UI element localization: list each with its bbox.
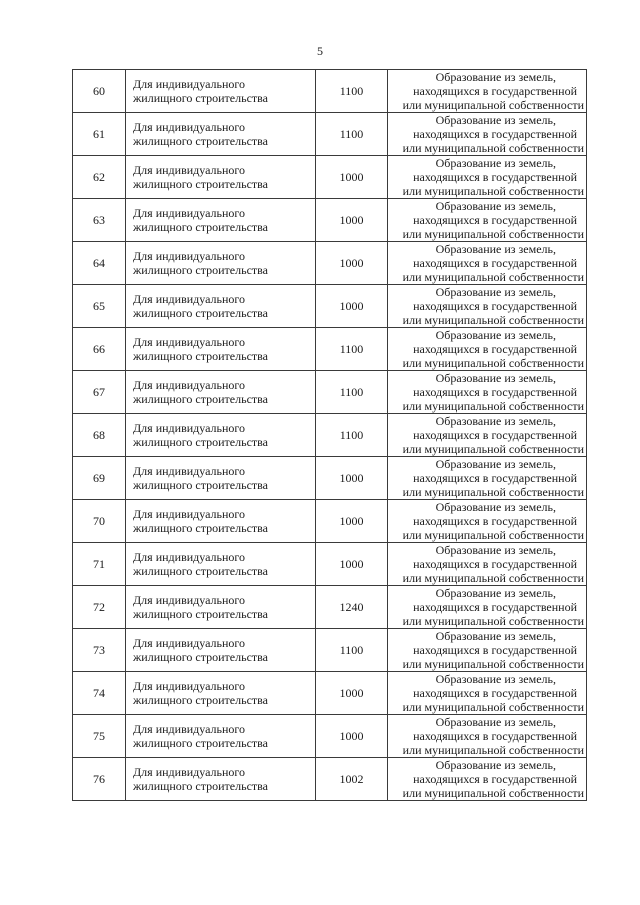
permitted-use-cell: [126, 543, 316, 586]
permitted-use-line: жилищного строительства: [133, 650, 268, 664]
page-number: 5: [317, 44, 323, 58]
permitted-use-line: Для индивидуального: [133, 378, 246, 392]
permitted-use-cell: [126, 199, 316, 242]
permitted-use-line: жилищного строительства: [133, 263, 268, 277]
formation-method-line: Образование из земель,: [435, 672, 556, 686]
permitted-use-line: жилищного строительства: [133, 521, 268, 535]
formation-method-line: или муниципальной собственности: [402, 786, 584, 800]
formation-method-line: Образование из земель,: [435, 543, 556, 557]
table-row: [73, 113, 587, 156]
permitted-use-line: жилищного строительства: [133, 177, 268, 191]
row-number-cell: 67: [73, 371, 126, 414]
table-row: [73, 543, 587, 586]
permitted-use-cell: [126, 328, 316, 371]
permitted-use-cell: [126, 629, 316, 672]
area-cell: 1000: [316, 543, 388, 586]
formation-method-line: находящихся в государственной: [413, 428, 577, 442]
permitted-use-line: Для индивидуального: [133, 77, 246, 91]
formation-method-line: Образование из земель,: [435, 629, 556, 643]
formation-method-cell: [388, 70, 587, 113]
permitted-use-line: Для индивидуального: [133, 421, 246, 435]
formation-method-cell: [388, 414, 587, 457]
permitted-use-line: жилищного строительства: [133, 564, 268, 578]
formation-method-cell: [388, 672, 587, 715]
permitted-use-line: Для индивидуального: [133, 765, 246, 779]
table-row: [73, 758, 587, 801]
row-number-cell: 66: [73, 328, 126, 371]
area-cell: 1000: [316, 672, 388, 715]
formation-method-line: находящихся в государственной: [413, 729, 577, 743]
formation-method-line: или муниципальной собственности: [402, 270, 584, 284]
formation-method-cell: [388, 242, 587, 285]
formation-method-line: Образование из земель,: [435, 285, 556, 299]
formation-method-line: находящихся в государственной: [413, 256, 577, 270]
table-row: [73, 715, 587, 758]
formation-method-line: Образование из земель,: [435, 414, 556, 428]
permitted-use-cell: [126, 414, 316, 457]
area-cell: 1100: [316, 371, 388, 414]
table-body: [73, 70, 587, 801]
formation-method-cell: [388, 500, 587, 543]
formation-method-line: находящихся в государственной: [413, 299, 577, 313]
area-cell: 1002: [316, 758, 388, 801]
formation-method-line: Образование из земель,: [435, 586, 556, 600]
formation-method-line: Образование из земель,: [435, 199, 556, 213]
row-number-cell: 72: [73, 586, 126, 629]
formation-method-cell: [388, 629, 587, 672]
permitted-use-line: жилищного строительства: [133, 220, 268, 234]
permitted-use-cell: [126, 371, 316, 414]
formation-method-line: находящихся в государственной: [413, 643, 577, 657]
formation-method-line: или муниципальной собственности: [402, 442, 584, 456]
area-cell: 1000: [316, 199, 388, 242]
permitted-use-cell: [126, 500, 316, 543]
area-cell: 1100: [316, 414, 388, 457]
permitted-use-line: Для индивидуального: [133, 722, 246, 736]
row-number-cell: 62: [73, 156, 126, 199]
formation-method-line: находящихся в государственной: [413, 127, 577, 141]
table-row: [73, 156, 587, 199]
formation-method-line: Образование из земель,: [435, 715, 556, 729]
permitted-use-line: Для индивидуального: [133, 679, 246, 693]
table-row: [73, 328, 587, 371]
formation-method-cell: [388, 113, 587, 156]
formation-method-line: находящихся в государственной: [413, 514, 577, 528]
permitted-use-line: Для индивидуального: [133, 550, 246, 564]
permitted-use-cell: [126, 672, 316, 715]
formation-method-cell: [388, 156, 587, 199]
table-row: [73, 285, 587, 328]
row-number-cell: 69: [73, 457, 126, 500]
table-row: [73, 242, 587, 285]
permitted-use-line: жилищного строительства: [133, 435, 268, 449]
formation-method-cell: [388, 586, 587, 629]
formation-method-cell: [388, 758, 587, 801]
formation-method-line: находящихся в государственной: [413, 84, 577, 98]
formation-method-line: или муниципальной собственности: [402, 399, 584, 413]
formation-method-line: или муниципальной собственности: [402, 356, 584, 370]
row-number-cell: 74: [73, 672, 126, 715]
formation-method-line: или муниципальной собственности: [402, 313, 584, 327]
formation-method-cell: [388, 457, 587, 500]
area-cell: 1000: [316, 457, 388, 500]
table-row: [73, 629, 587, 672]
table-row: [73, 199, 587, 242]
formation-method-line: или муниципальной собственности: [402, 743, 584, 757]
permitted-use-cell: [126, 70, 316, 113]
formation-method-line: находящихся в государственной: [413, 600, 577, 614]
permitted-use-line: жилищного строительства: [133, 349, 268, 363]
permitted-use-line: Для индивидуального: [133, 292, 246, 306]
formation-method-line: находящихся в государственной: [413, 342, 577, 356]
formation-method-cell: [388, 199, 587, 242]
formation-method-line: находящихся в государственной: [413, 557, 577, 571]
formation-method-line: или муниципальной собственности: [402, 700, 584, 714]
permitted-use-cell: [126, 586, 316, 629]
formation-method-cell: [388, 715, 587, 758]
row-number-cell: 68: [73, 414, 126, 457]
formation-method-line: или муниципальной собственности: [402, 141, 584, 155]
row-number-cell: 65: [73, 285, 126, 328]
permitted-use-line: жилищного строительства: [133, 607, 268, 621]
area-cell: 1000: [316, 500, 388, 543]
formation-method-line: или муниципальной собственности: [402, 571, 584, 585]
formation-method-line: или муниципальной собственности: [402, 98, 584, 112]
permitted-use-line: жилищного строительства: [133, 134, 268, 148]
area-cell: 1000: [316, 156, 388, 199]
permitted-use-cell: [126, 758, 316, 801]
formation-method-line: находящихся в государственной: [413, 170, 577, 184]
permitted-use-cell: [126, 113, 316, 156]
formation-method-cell: [388, 285, 587, 328]
row-number-cell: 61: [73, 113, 126, 156]
permitted-use-line: жилищного строительства: [133, 478, 268, 492]
formation-method-cell: [388, 328, 587, 371]
formation-method-line: находящихся в государственной: [413, 471, 577, 485]
formation-method-line: или муниципальной собственности: [402, 485, 584, 499]
area-cell: 1000: [316, 242, 388, 285]
formation-method-line: или муниципальной собственности: [402, 614, 584, 628]
permitted-use-line: Для индивидуального: [133, 120, 246, 134]
formation-method-line: или муниципальной собственности: [402, 657, 584, 671]
permitted-use-line: жилищного строительства: [133, 392, 268, 406]
permitted-use-cell: [126, 285, 316, 328]
permitted-use-cell: [126, 242, 316, 285]
formation-method-line: Образование из земель,: [435, 500, 556, 514]
table-row: [73, 371, 587, 414]
formation-method-line: Образование из земель,: [435, 371, 556, 385]
table-row: [73, 70, 587, 113]
permitted-use-cell: [126, 715, 316, 758]
formation-method-line: Образование из земель,: [435, 113, 556, 127]
area-cell: 1100: [316, 629, 388, 672]
area-cell: 1000: [316, 715, 388, 758]
formation-method-line: или муниципальной собственности: [402, 227, 584, 241]
table-row: [73, 500, 587, 543]
permitted-use-line: Для индивидуального: [133, 249, 246, 263]
area-cell: 1100: [316, 113, 388, 156]
permitted-use-line: жилищного строительства: [133, 693, 268, 707]
formation-method-line: находящихся в государственной: [413, 385, 577, 399]
formation-method-line: или муниципальной собственности: [402, 184, 584, 198]
row-number-cell: 75: [73, 715, 126, 758]
row-number-cell: 73: [73, 629, 126, 672]
row-number-cell: 76: [73, 758, 126, 801]
permitted-use-line: Для индивидуального: [133, 335, 246, 349]
permitted-use-line: жилищного строительства: [133, 91, 268, 105]
formation-method-cell: [388, 543, 587, 586]
row-number-cell: 71: [73, 543, 126, 586]
formation-method-line: Образование из земель,: [435, 457, 556, 471]
formation-method-line: Образование из земель,: [435, 242, 556, 256]
area-cell: 1100: [316, 328, 388, 371]
permitted-use-line: Для индивидуального: [133, 636, 246, 650]
area-cell: 1240: [316, 586, 388, 629]
permitted-use-line: Для индивидуального: [133, 593, 246, 607]
permitted-use-line: Для индивидуального: [133, 507, 246, 521]
row-number-cell: 64: [73, 242, 126, 285]
land-plots-table: [72, 69, 587, 801]
formation-method-cell: [388, 371, 587, 414]
formation-method-line: Образование из земель,: [435, 758, 556, 772]
formation-method-line: находящихся в государственной: [413, 686, 577, 700]
formation-method-line: находящихся в государственной: [413, 772, 577, 786]
permitted-use-cell: [126, 156, 316, 199]
permitted-use-cell: [126, 457, 316, 500]
permitted-use-line: Для индивидуального: [133, 163, 246, 177]
row-number-cell: 60: [73, 70, 126, 113]
permitted-use-line: Для индивидуального: [133, 206, 246, 220]
permitted-use-line: жилищного строительства: [133, 779, 268, 793]
permitted-use-line: Для индивидуального: [133, 464, 246, 478]
row-number-cell: 70: [73, 500, 126, 543]
formation-method-line: Образование из земель,: [435, 328, 556, 342]
formation-method-line: Образование из земель,: [435, 156, 556, 170]
formation-method-line: Образование из земель,: [435, 70, 556, 84]
formation-method-line: находящихся в государственной: [413, 213, 577, 227]
formation-method-line: или муниципальной собственности: [402, 528, 584, 542]
area-cell: 1000: [316, 285, 388, 328]
row-number-cell: 63: [73, 199, 126, 242]
permitted-use-line: жилищного строительства: [133, 736, 268, 750]
table-row: [73, 414, 587, 457]
table-row: [73, 457, 587, 500]
table-row: [73, 672, 587, 715]
table-row: [73, 586, 587, 629]
area-cell: 1100: [316, 70, 388, 113]
permitted-use-line: жилищного строительства: [133, 306, 268, 320]
